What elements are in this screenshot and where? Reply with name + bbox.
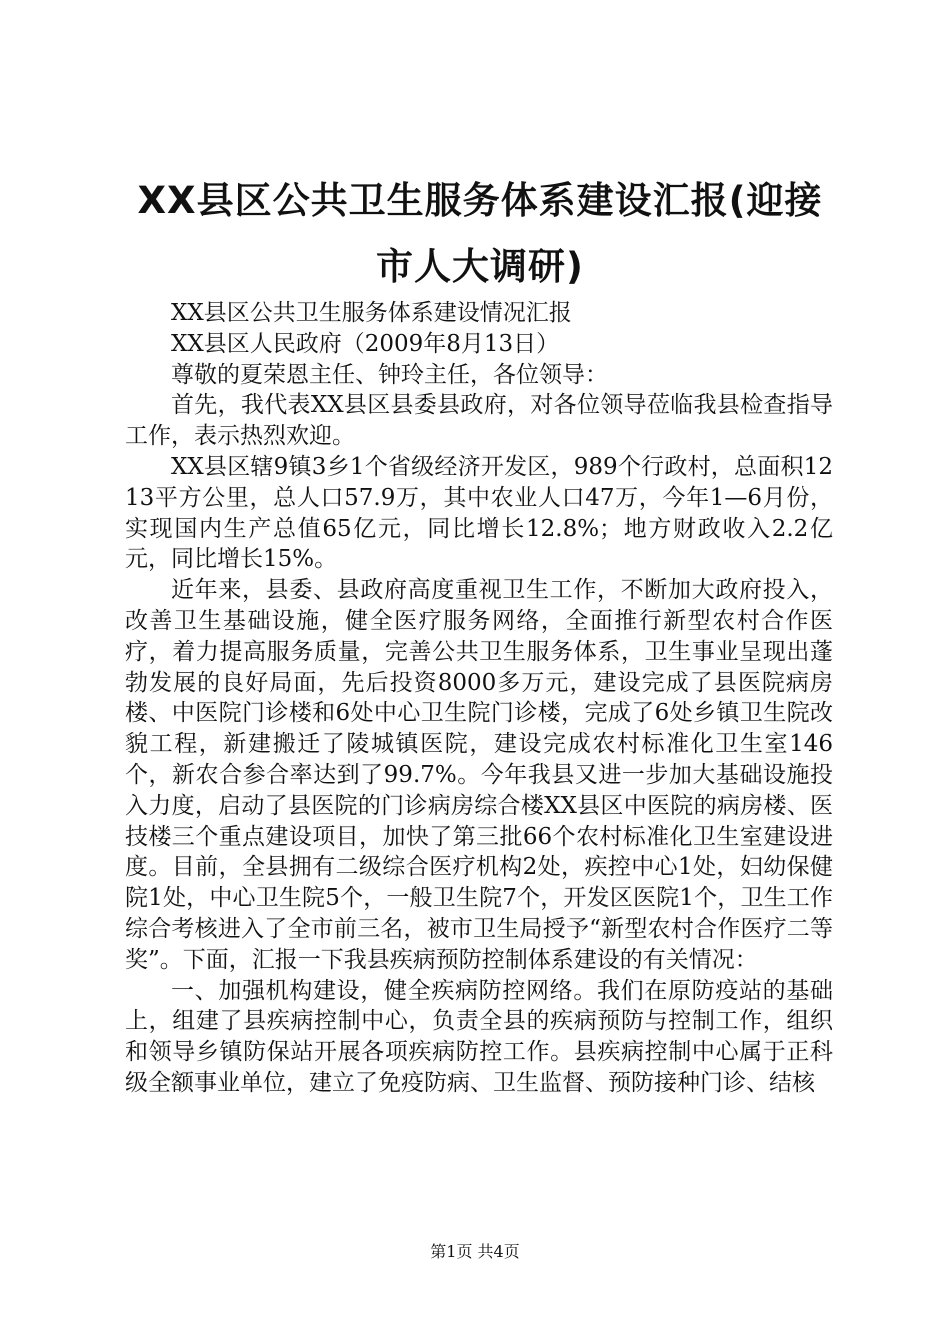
- page-footer: 第1页 共4页: [430, 1242, 520, 1261]
- salutation-paragraph: 尊敬的夏荣恩主任、钟玲主任，各位领导：: [171, 361, 608, 388]
- subtitle-paragraph: XX县区公共卫生服务体系建设情况汇报: [171, 300, 572, 326]
- progress-paragraph: 近年来，县委、县政府高度重视卫生工作，不断加大政府投入，改善卫生基础设施，健全医疗服务网络，全面推行新型农村合作医疗，着力提高服务质量，完善公共卫生服务体系，卫生事业呈现出蓬勃发展的良好局面，先后投资8000多万元，建设完成了县医院病房楼、中医院门诊楼和6处中心卫生院门诊楼，完成了6处乡镇卫生院改貌工程，新建搬迁了陵城镇医院，建设完成农村标准化卫生室146个，新农合参合率达到了99.7%。今年我县又进一步加大基础设施投入力度，启动了县医院的门诊病房综合楼XX县区中医院的病房楼、医技楼三个重点建设项目，加快了第三批66个农村标准化卫生室建设进度。目前，全县拥有二级综合医疗机构2处，疾控中心1处，妇幼保健院1处，中心卫生院5个，一般卫生院7个，开发区医院1个，卫生工作综合考核进入了全市前三名，被市卫生局授予“新型农村合作医疗二等奖”。下面，汇报一下我县疾病预防控制体系建设的有关情况：: [125, 577, 833, 973]
- overview-paragraph: XX县区辖9镇3乡1个省级经济开发区，989个行政村，总面积1213平方公里，总人口57.9万，其中农业人口47万，今年1—6月份，实现国内生产总值65亿元，同比增长12.8%；地方财政收入2.2亿元，同比增长15%。: [125, 453, 833, 573]
- issuer-date-paragraph: XX县区人民政府（2009年8月13日）: [171, 330, 560, 357]
- document-title: XX县区公共卫生服务体系建设汇报(迎接市人大调研): [137, 179, 823, 288]
- welcome-paragraph: 首先，我代表XX县区县委县政府，对各位领导莅临我县检查指导工作，表示热烈欢迎。: [125, 392, 833, 450]
- document-body: [125, 298, 833, 1099]
- section-one-paragraph: 一、加强机构建设，健全疾病防控网络。我们在原防疫站的基础上，组建了县疾病控制中心，负责全县的疾病预防与控制工作，组织和领导乡镇防保站开展各项疾病防控工作。县疾病控制中心属于正科级全额事业单位，建立了免疫防病、卫生监督、预防接种门诊、结核: [125, 977, 833, 1096]
